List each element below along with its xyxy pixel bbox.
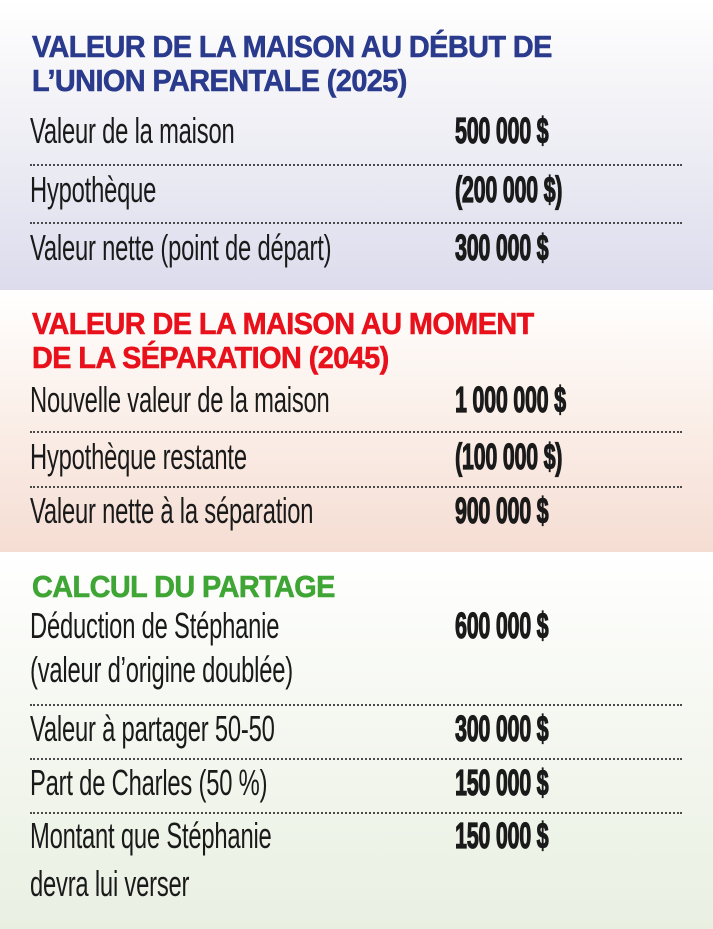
dotted-divider <box>30 222 682 224</box>
row-value: 1 000 000 $ <box>455 379 566 420</box>
section-start-value <box>0 0 713 290</box>
row-label: Hypothèque restante <box>30 436 247 477</box>
section-separation-value-heading <box>32 307 646 375</box>
dotted-divider <box>30 758 682 760</box>
section-split-calculation <box>0 552 713 929</box>
row-value: (100 000 $) <box>455 436 563 477</box>
heading-line-2: L’UNION PARENTALE (2025) <box>32 63 407 98</box>
row-label-line-2: devra lui verser <box>30 863 190 904</box>
row-value: 500 000 $ <box>455 110 549 151</box>
row-label: Hypothèque <box>30 169 157 210</box>
row-value: 300 000 $ <box>455 708 549 749</box>
row-value: 900 000 $ <box>455 490 549 531</box>
dotted-divider <box>30 704 682 706</box>
heading-line-2: DE LA SÉPARATION (2045) <box>32 340 389 375</box>
dotted-divider <box>30 431 682 433</box>
row-value: 600 000 $ <box>455 605 549 646</box>
row-label: Part de Charles (50 %) <box>30 762 268 803</box>
row-label: Nouvelle valeur de la maison <box>30 379 330 420</box>
row-label: Valeur nette à la séparation <box>30 490 314 531</box>
section-start-value-heading <box>32 30 646 98</box>
row-label: Valeur nette (point de départ) <box>30 227 332 268</box>
section-separation-value <box>0 290 713 552</box>
heading-line-1: VALEUR DE LA MAISON AU MOMENT <box>32 306 534 341</box>
row-value: 150 000 $ <box>455 762 549 803</box>
row-value: (200 000 $) <box>455 169 563 210</box>
row-label: Valeur de la maison <box>30 110 235 151</box>
row-label: Valeur à partager 50-50 <box>30 708 275 749</box>
dotted-divider <box>30 164 682 166</box>
heading-line-1: VALEUR DE LA MAISON AU DÉBUT DE <box>32 29 552 64</box>
heading-line-1: CALCUL DU PARTAGE <box>32 569 335 604</box>
row-label-line-1: Montant que Stéphanie <box>30 815 272 856</box>
row-value: 300 000 $ <box>455 227 549 268</box>
section-split-calculation-heading <box>32 570 646 604</box>
row-value: 150 000 $ <box>455 815 549 856</box>
row-label-line-1: Déduction de Stéphanie <box>30 605 280 646</box>
dotted-divider <box>30 486 682 488</box>
row-label-line-2: (valeur d’origine doublée) <box>30 649 293 690</box>
